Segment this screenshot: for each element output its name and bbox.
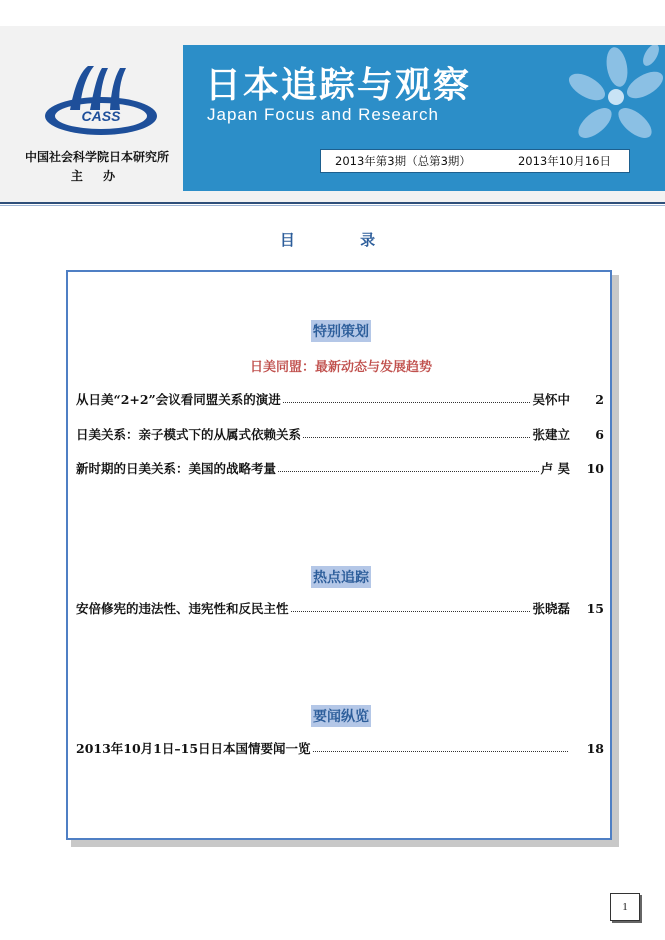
- issue-date: 2013年10月16日: [517, 154, 611, 168]
- institution-name: 中国社会科学院日本研究所: [24, 150, 169, 164]
- toc-entry-title: 2013年10月1日–15日日本国情要闻一览: [76, 741, 311, 756]
- section-subtitle: 日美同盟：最新动态与发展趋势: [249, 360, 432, 375]
- toc-entry[interactable]: [76, 458, 604, 478]
- toc-entry[interactable]: [76, 424, 604, 444]
- header-divider: [0, 202, 665, 204]
- section-title-label: 要闻纵览: [311, 705, 371, 727]
- toc-entry[interactable]: [76, 738, 604, 758]
- dot-leader: [283, 402, 531, 403]
- publication-title-zh: 日本追踪与观察: [205, 65, 472, 106]
- dot-leader: [303, 437, 530, 438]
- section-title: [68, 566, 614, 588]
- toc-entry-page: 15: [586, 600, 604, 616]
- toc-entry-title: 安倍修宪的违法性、违宪性和反民主性: [76, 601, 289, 616]
- toc-entry-title: 日美关系：亲子模式下的从属式依赖关系: [76, 427, 302, 442]
- section-title-label: 热点追踪: [311, 566, 371, 588]
- toc-entry-page: 18: [586, 740, 604, 756]
- blossom-decoration-icon: [565, 45, 665, 155]
- toc-frame: [66, 270, 612, 840]
- toc-entry-page: 2: [595, 391, 604, 407]
- toc-heading: 目 录: [279, 231, 406, 249]
- dot-leader: [278, 471, 539, 472]
- toc-entry-title: 从日美“2+2”会议看同盟关系的演进: [76, 392, 281, 407]
- cass-logo-icon: [40, 58, 162, 142]
- section-title: [68, 705, 614, 727]
- page-number: 1: [610, 893, 640, 921]
- dot-leader: [291, 611, 531, 612]
- toc-entry-page: 10: [586, 460, 604, 476]
- toc-entry-author: 卢 昊: [540, 461, 570, 476]
- dot-leader: [313, 751, 568, 752]
- toc-entry-author: 张建立: [532, 427, 570, 442]
- logo-text: CASS: [81, 108, 121, 124]
- section-title-label: 特别策划: [311, 320, 371, 342]
- toc-entry[interactable]: [76, 389, 604, 409]
- toc-entry-author: 吴怀中: [532, 392, 570, 407]
- header-divider-light: [0, 205, 665, 206]
- institution-role: 主 办: [70, 169, 124, 183]
- issue-number: 2013年第3期（总第3期）: [335, 154, 471, 168]
- toc-entry-page: 6: [595, 426, 604, 442]
- toc-entry-author: 张晓磊: [532, 601, 570, 616]
- issue-info-box: [320, 149, 630, 173]
- title-banner: [183, 45, 665, 191]
- publication-title-en: Japan Focus and Research: [207, 105, 439, 124]
- toc-entry-title: 新时期的日美关系：美国的战略考量: [76, 461, 277, 476]
- toc-entry[interactable]: [76, 598, 604, 618]
- section-title: [68, 320, 614, 342]
